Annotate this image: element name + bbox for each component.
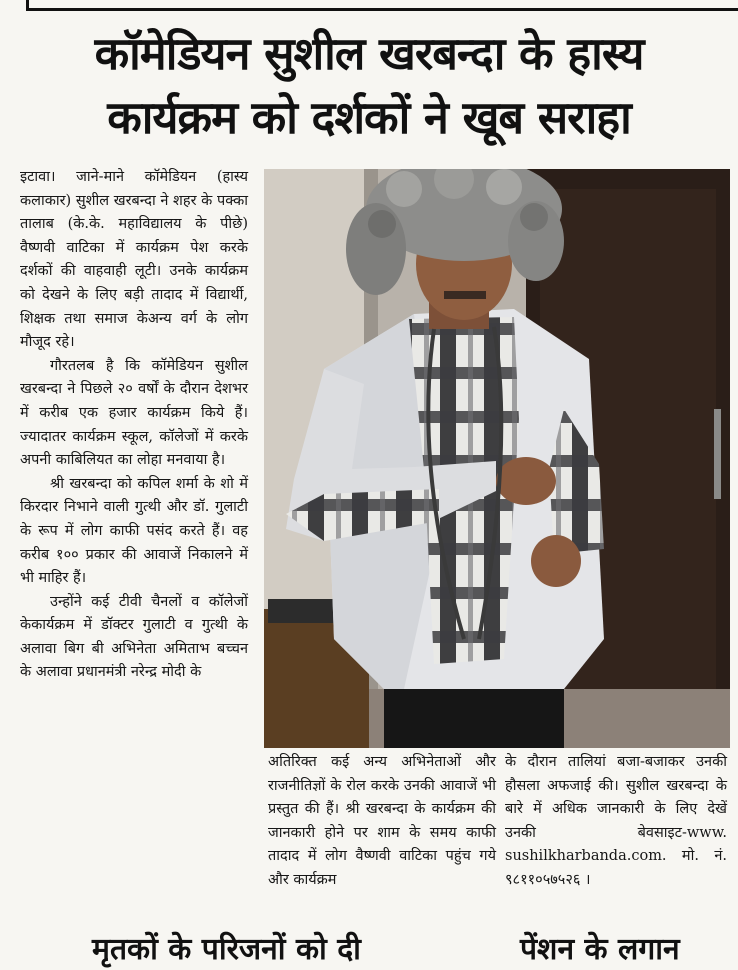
article-paragraph-4: उन्होंने कई टीवी चैनलों व कॉलेजों केकार्यक्रम में डॉक्टर गुलाटी व गुत्थी के अलावा बिग बी अभिनेता अमिताभ बच्चन के अलावा प्रधानमंत्री नरेन्द्र मोदी के	[20, 593, 248, 681]
article-paragraph-1: इटावा। जाने-माने कॉमेडियन (हास्य कलाकार) सुशील खरबन्दा ने शहर के पक्का तालाब (के.के. महाविद्यालय के पीछे) वैष्णवी वाटिका में कार्यक्रम पेश करके दर्शकों की वाहवाही लूटी। उनके कार्यक्रम को देखने के लिए बड़ी तादाद में विद्यार्थी, शिक्षक तथा समाज केअन्य वर्ग के लोग मौजूद रहे।	[20, 169, 248, 351]
article-column-1	[20, 166, 248, 685]
article-column-2	[268, 751, 496, 893]
headline-line-2: कार्यक्रम को दर्शकों ने खूब सराहा	[107, 91, 631, 144]
article-column-3	[505, 751, 727, 893]
comedian-photo	[264, 169, 730, 748]
next-headline-right: पेंशन के लगान	[520, 932, 680, 967]
page-top-border	[26, 0, 738, 11]
article-paragraph-6: के दौरान तालियां बजा-बजाकर उनकी हौसला अफजाई की। सुशील खरबन्दा के बारे में अधिक जानकारी के लिए देखें उनकी बेवसाइट-www. sushilkharbanda.com. मो. नं. ९८११०५७५२६ ।	[505, 754, 727, 888]
article-paragraph-2: गौरतलब है कि कॉमेडियन सुशील खरबन्दा ने पिछले २० वर्षों के दौरान देशभर में करीब एक हजार कार्यक्रम किये हैं। ज्यादातर कार्यक्रम स्कूल, कॉलेजों में करके अपनी काबिलियत का लोहा मनवाया है।	[20, 357, 248, 469]
article-paragraph-3: श्री खरबन्दा को कपिल शर्मा के शो में किरदार निभाने वाली गुत्थी और डॉ. गुलाटी के रूप में लोग काफी पसंद करते हैं। वह करीब १०० प्रकार की आवाजें निकालने में भी माहिर हैं।	[20, 475, 248, 587]
article-paragraph-5: अतिरिक्त कई अन्य अभिनेताओं और राजनीतिज्ञों के रोल करके उनकी आवाजें भी प्रस्तुत की हैं। श्री खरबन्दा के कार्यक्रम की जानकारी होने पर शाम के समय काफी तादाद में लोग वैष्णवी वाटिका पहुंच गये और कार्यक्रम	[268, 754, 496, 888]
headline-line-1: कॉमेडियन सुशील खरबन्दा के हास्य	[94, 27, 644, 80]
next-headline-left: मृतकों के परिजनों को दी	[92, 932, 361, 967]
headline	[0, 22, 738, 150]
